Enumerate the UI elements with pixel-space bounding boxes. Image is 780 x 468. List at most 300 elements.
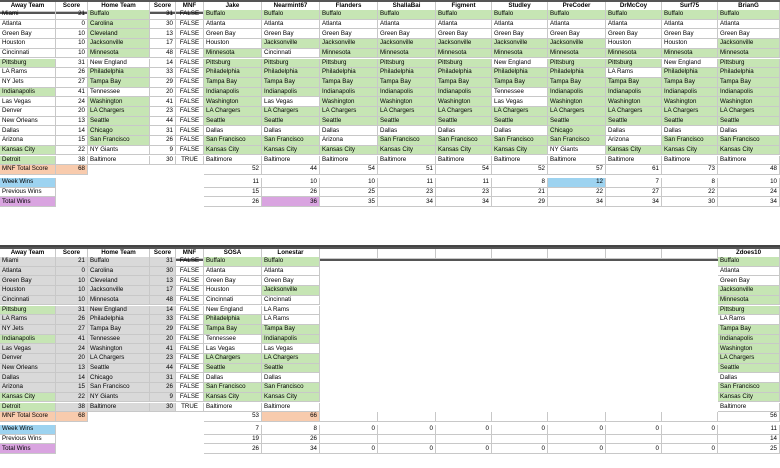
away-score-cell[interactable]: 10 xyxy=(56,29,88,39)
pick-cell[interactable]: Kansas City xyxy=(378,146,436,156)
pick-cell[interactable]: Seattle xyxy=(262,117,320,127)
column-header[interactable]: MNF xyxy=(176,249,204,259)
mnf-cell[interactable]: FALSE xyxy=(176,315,204,325)
previous-wins-cell[interactable]: 24 xyxy=(718,188,780,198)
previous-wins-cell[interactable]: 27 xyxy=(606,188,662,198)
pick-cell[interactable]: Las Vegas xyxy=(204,344,262,354)
home-team-cell[interactable]: Carolina xyxy=(88,20,150,30)
home-team-cell[interactable]: LA Chargers xyxy=(88,354,150,364)
away-team-cell[interactable]: NY Jets xyxy=(0,78,56,88)
pick-cell[interactable]: Green Bay xyxy=(548,29,606,39)
mnf-cell[interactable]: FALSE xyxy=(176,97,204,107)
pick-cell[interactable]: San Francisco xyxy=(378,136,436,146)
pick-cell[interactable]: Kansas City xyxy=(436,146,492,156)
week-wins-cell[interactable]: 10 xyxy=(262,178,320,188)
pick-cell[interactable]: LA Rams xyxy=(262,315,320,325)
pick-cell[interactable]: Minnesota xyxy=(606,49,662,59)
pick-cell[interactable]: Atlanta xyxy=(606,20,662,30)
mnf-guess-cell[interactable] xyxy=(320,412,378,422)
pick-cell[interactable]: Dallas xyxy=(436,126,492,136)
pick-cell[interactable]: Buffalo xyxy=(718,10,780,20)
column-header[interactable]: Figment xyxy=(436,2,492,12)
home-team-cell[interactable]: Baltimore xyxy=(88,156,150,166)
pick-cell[interactable]: Green Bay xyxy=(262,276,320,286)
mnf-guess-cell[interactable]: 52 xyxy=(204,165,262,175)
pick-cell[interactable]: Pittsburg xyxy=(436,59,492,69)
pick-cell[interactable]: Indianapolis xyxy=(548,88,606,98)
pick-cell[interactable]: Minnesota xyxy=(204,49,262,59)
pick-cell[interactable]: Green Bay xyxy=(320,29,378,39)
away-score-cell[interactable]: 13 xyxy=(56,117,88,127)
pick-cell[interactable]: San Francisco xyxy=(548,136,606,146)
pick-cell[interactable]: LA Chargers xyxy=(492,107,548,117)
away-score-cell[interactable]: 31 xyxy=(56,59,88,69)
away-score-cell[interactable]: 26 xyxy=(56,68,88,78)
home-score-cell[interactable]: 33 xyxy=(150,68,176,78)
pick-cell[interactable]: Washington xyxy=(718,97,780,107)
pick-cell[interactable]: Philadelphia xyxy=(718,68,780,78)
week-wins-cell[interactable]: 11 xyxy=(378,178,436,188)
away-team-cell[interactable]: Houston xyxy=(0,286,56,296)
column-header[interactable]: SOSA xyxy=(204,249,262,259)
previous-wins-cell[interactable]: 26 xyxy=(262,188,320,198)
pick-cell[interactable]: Dallas xyxy=(320,126,378,136)
pick-cell[interactable]: Philadelphia xyxy=(548,68,606,78)
mnf-cell[interactable]: FALSE xyxy=(176,344,204,354)
away-team-cell[interactable]: Las Vegas xyxy=(0,97,56,107)
pick-cell[interactable]: Kansas City xyxy=(718,393,780,403)
pick-cell[interactable]: Kansas City xyxy=(262,146,320,156)
pick-cell[interactable]: Houston xyxy=(204,286,262,296)
week-wins-cell[interactable]: 0 xyxy=(662,425,718,435)
pick-cell[interactable]: Pittsburg xyxy=(548,59,606,69)
pick-cell[interactable]: Las Vegas xyxy=(262,97,320,107)
mnf-guess-cell[interactable]: 44 xyxy=(262,165,320,175)
pick-cell[interactable]: LA Chargers xyxy=(378,107,436,117)
pick-cell[interactable]: Tampa Bay xyxy=(492,78,548,88)
previous-wins-cell[interactable]: 23 xyxy=(378,188,436,198)
mnf-guess-cell[interactable]: 54 xyxy=(436,165,492,175)
mnf-guess-cell[interactable]: 61 xyxy=(606,165,662,175)
pick-cell[interactable]: Jacksonville xyxy=(320,39,378,49)
total-wins-cell[interactable]: 26 xyxy=(204,197,262,207)
mnf-total-value[interactable]: 68 xyxy=(56,412,88,422)
home-team-cell[interactable]: Minnesota xyxy=(88,296,150,306)
pick-cell[interactable]: Arizona xyxy=(606,136,662,146)
away-team-cell[interactable]: Arizona xyxy=(0,136,56,146)
home-team-cell[interactable]: Philadelphia xyxy=(88,68,150,78)
pick-cell[interactable]: Seattle xyxy=(204,117,262,127)
pick-cell[interactable]: Green Bay xyxy=(262,29,320,39)
total-wins-cell[interactable]: 34 xyxy=(378,197,436,207)
away-score-cell[interactable]: 21 xyxy=(56,10,88,20)
pick-cell[interactable]: Seattle xyxy=(606,117,662,127)
column-header[interactable]: Lonestar xyxy=(262,249,320,259)
away-score-cell[interactable]: 22 xyxy=(56,146,88,156)
pick-cell[interactable]: Baltimore xyxy=(262,403,320,413)
pick-cell[interactable]: Buffalo xyxy=(320,10,378,20)
pick-cell[interactable]: Dallas xyxy=(204,373,262,383)
home-team-cell[interactable]: Chicago xyxy=(88,126,150,136)
pick-cell[interactable]: Atlanta xyxy=(662,20,718,30)
mnf-cell[interactable]: FALSE xyxy=(176,78,204,88)
home-score-cell[interactable]: 30 xyxy=(150,20,176,30)
home-team-cell[interactable]: San Francisco xyxy=(88,136,150,146)
pick-cell[interactable]: Pittsburg xyxy=(606,59,662,69)
mnf-guess-cell[interactable] xyxy=(492,412,548,422)
week-wins-cell[interactable]: 0 xyxy=(320,425,378,435)
pick-cell[interactable]: Tampa Bay xyxy=(436,78,492,88)
pick-cell[interactable]: Chicago xyxy=(548,126,606,136)
pick-cell[interactable]: Jacksonville xyxy=(262,39,320,49)
away-score-cell[interactable]: 14 xyxy=(56,126,88,136)
pick-cell[interactable]: Philadelphia xyxy=(378,68,436,78)
pick-cell[interactable]: Tampa Bay xyxy=(662,78,718,88)
mnf-cell[interactable]: FALSE xyxy=(176,59,204,69)
pick-cell[interactable]: Kansas City xyxy=(606,146,662,156)
pick-cell[interactable]: Buffalo xyxy=(606,10,662,20)
pick-cell[interactable]: Cincinnati xyxy=(204,296,262,306)
pick-cell[interactable]: San Francisco xyxy=(662,136,718,146)
pick-cell[interactable]: Indianapolis xyxy=(320,88,378,98)
previous-wins-cell[interactable] xyxy=(662,435,718,445)
pick-cell[interactable]: Dallas xyxy=(378,126,436,136)
pick-cell[interactable]: Tampa Bay xyxy=(320,78,378,88)
pick-cell[interactable]: Seattle xyxy=(662,117,718,127)
mnf-guess-cell[interactable] xyxy=(662,412,718,422)
column-header[interactable]: Jake xyxy=(204,2,262,12)
pick-cell[interactable]: Tampa Bay xyxy=(204,325,262,335)
week-wins-cell[interactable]: 7 xyxy=(204,425,262,435)
column-header[interactable]: DrMcCoy xyxy=(606,2,662,12)
away-score-cell[interactable]: 10 xyxy=(56,296,88,306)
away-score-cell[interactable]: 21 xyxy=(56,257,88,267)
away-team-cell[interactable]: Pittsburg xyxy=(0,59,56,69)
pick-cell[interactable]: LA Rams xyxy=(718,315,780,325)
away-team-cell[interactable]: Green Bay xyxy=(0,276,56,286)
home-score-cell[interactable]: 13 xyxy=(150,276,176,286)
column-header[interactable]: Nearmint67 xyxy=(262,2,320,12)
mnf-cell[interactable]: FALSE xyxy=(176,335,204,345)
pick-cell[interactable]: Minnesota xyxy=(436,49,492,59)
mnf-cell[interactable]: FALSE xyxy=(176,39,204,49)
pick-cell[interactable]: Houston xyxy=(606,39,662,49)
pick-cell[interactable]: Minnesota xyxy=(492,49,548,59)
away-score-cell[interactable]: 0 xyxy=(56,20,88,30)
pick-cell[interactable]: Seattle xyxy=(492,117,548,127)
home-team-cell[interactable]: Philadelphia xyxy=(88,315,150,325)
pick-cell[interactable]: Baltimore xyxy=(662,156,718,166)
pick-cell[interactable]: San Francisco xyxy=(492,136,548,146)
pick-cell[interactable]: Cincinnati xyxy=(262,49,320,59)
pick-cell[interactable]: Minnesota xyxy=(718,296,780,306)
home-score-cell[interactable]: 14 xyxy=(150,59,176,69)
mnf-cell[interactable]: FALSE xyxy=(176,49,204,59)
mnf-cell[interactable]: FALSE xyxy=(176,354,204,364)
pick-cell[interactable]: Buffalo xyxy=(378,10,436,20)
pick-cell[interactable]: LA Chargers xyxy=(662,107,718,117)
home-score-cell[interactable]: 31 xyxy=(150,10,176,20)
total-wins-cell[interactable]: 34 xyxy=(606,197,662,207)
pick-cell[interactable]: Dallas xyxy=(262,373,320,383)
mnf-cell[interactable]: FALSE xyxy=(176,126,204,136)
pick-cell[interactable]: Jacksonville xyxy=(378,39,436,49)
week-wins-cell[interactable]: 8 xyxy=(662,178,718,188)
mnf-cell[interactable]: FALSE xyxy=(176,136,204,146)
home-score-cell[interactable]: 48 xyxy=(150,296,176,306)
pick-cell[interactable]: Dallas xyxy=(606,126,662,136)
mnf-guess-cell[interactable] xyxy=(378,412,436,422)
away-team-cell[interactable]: Cincinnati xyxy=(0,296,56,306)
pick-cell[interactable]: Buffalo xyxy=(548,10,606,20)
home-score-cell[interactable]: 31 xyxy=(150,373,176,383)
pick-cell[interactable]: San Francisco xyxy=(262,383,320,393)
away-score-cell[interactable]: 10 xyxy=(56,39,88,49)
mnf-guess-cell[interactable]: 53 xyxy=(204,412,262,422)
pick-cell[interactable]: Pittsburg xyxy=(378,59,436,69)
home-score-cell[interactable]: 23 xyxy=(150,354,176,364)
pick-cell[interactable]: Tampa Bay xyxy=(204,78,262,88)
pick-cell[interactable]: Philadelphia xyxy=(320,68,378,78)
home-score-cell[interactable]: 30 xyxy=(150,403,176,413)
pick-cell[interactable]: LA Chargers xyxy=(718,107,780,117)
week-wins-cell[interactable]: 10 xyxy=(718,178,780,188)
away-team-cell[interactable]: Dallas xyxy=(0,126,56,136)
column-header[interactable]: Score xyxy=(150,249,176,259)
pick-cell[interactable]: Green Bay xyxy=(436,29,492,39)
pick-cell[interactable]: Tampa Bay xyxy=(262,78,320,88)
mnf-cell[interactable]: FALSE xyxy=(176,373,204,383)
away-team-cell[interactable]: New Orleans xyxy=(0,364,56,374)
mnf-guess-cell[interactable]: 48 xyxy=(718,165,780,175)
home-score-cell[interactable]: 14 xyxy=(150,306,176,316)
previous-wins-cell[interactable]: 22 xyxy=(548,188,606,198)
total-wins-cell[interactable]: 34 xyxy=(262,444,320,454)
home-score-cell[interactable]: 17 xyxy=(150,39,176,49)
pick-cell[interactable]: LA Rams xyxy=(606,68,662,78)
home-team-cell[interactable]: Carolina xyxy=(88,267,150,277)
column-header[interactable]: ShallaBai xyxy=(378,2,436,12)
pick-cell[interactable]: Jacksonville xyxy=(718,286,780,296)
pick-cell[interactable]: Philadelphia xyxy=(204,315,262,325)
home-team-cell[interactable]: Jacksonville xyxy=(88,286,150,296)
previous-wins-cell[interactable] xyxy=(436,435,492,445)
pick-cell[interactable]: Dallas xyxy=(718,126,780,136)
total-wins-cell[interactable]: 36 xyxy=(262,197,320,207)
home-team-cell[interactable]: Cleveland xyxy=(88,29,150,39)
pick-cell[interactable]: Pittsburg xyxy=(320,59,378,69)
away-team-cell[interactable]: Green Bay xyxy=(0,29,56,39)
mnf-cell[interactable]: FALSE xyxy=(176,88,204,98)
week-wins-cell[interactable]: 0 xyxy=(436,425,492,435)
away-score-cell[interactable]: 24 xyxy=(56,97,88,107)
home-score-cell[interactable]: 33 xyxy=(150,315,176,325)
pick-cell[interactable]: LA Chargers xyxy=(204,107,262,117)
previous-wins-cell[interactable]: 15 xyxy=(204,188,262,198)
home-team-cell[interactable]: Washington xyxy=(88,344,150,354)
pick-cell[interactable]: Minnesota xyxy=(718,49,780,59)
pick-cell[interactable]: Seattle xyxy=(320,117,378,127)
home-team-cell[interactable]: Tennessee xyxy=(88,88,150,98)
pick-cell[interactable]: Washington xyxy=(548,97,606,107)
mnf-cell[interactable]: FALSE xyxy=(176,146,204,156)
pick-cell[interactable]: Buffalo xyxy=(204,257,262,267)
total-wins-cell[interactable]: 0 xyxy=(548,444,606,454)
column-header[interactable]: Score xyxy=(56,2,88,12)
pick-cell[interactable]: Baltimore xyxy=(378,156,436,166)
pick-cell[interactable]: Kansas City xyxy=(662,146,718,156)
away-team-cell[interactable]: Indianapolis xyxy=(0,88,56,98)
pick-cell[interactable]: Green Bay xyxy=(492,29,548,39)
column-header[interactable]: Away Team xyxy=(0,249,56,259)
home-team-cell[interactable]: Cleveland xyxy=(88,276,150,286)
total-wins-cell[interactable]: 26 xyxy=(204,444,262,454)
home-score-cell[interactable]: 44 xyxy=(150,364,176,374)
pick-cell[interactable]: New England xyxy=(204,306,262,316)
mnf-total-value[interactable]: 68 xyxy=(56,165,88,175)
column-header[interactable]: BrianG xyxy=(718,2,780,12)
home-score-cell[interactable]: 31 xyxy=(150,126,176,136)
home-team-cell[interactable]: Chicago xyxy=(88,373,150,383)
away-team-cell[interactable]: Kansas City xyxy=(0,146,56,156)
week-wins-cell[interactable]: 8 xyxy=(262,425,320,435)
home-score-cell[interactable]: 9 xyxy=(150,146,176,156)
home-team-cell[interactable]: Washington xyxy=(88,97,150,107)
mnf-cell[interactable]: FALSE xyxy=(176,325,204,335)
mnf-cell[interactable]: FALSE xyxy=(176,393,204,403)
pick-cell[interactable]: NY Giants xyxy=(548,146,606,156)
pick-cell[interactable]: Dallas xyxy=(204,126,262,136)
pick-cell[interactable]: Seattle xyxy=(262,364,320,374)
pick-cell[interactable]: Buffalo xyxy=(436,10,492,20)
pick-cell[interactable]: Seattle xyxy=(548,117,606,127)
mnf-cell[interactable]: FALSE xyxy=(176,276,204,286)
pick-cell[interactable]: Buffalo xyxy=(492,10,548,20)
away-score-cell[interactable]: 20 xyxy=(56,107,88,117)
pick-cell[interactable]: Indianapolis xyxy=(262,88,320,98)
away-score-cell[interactable]: 10 xyxy=(56,286,88,296)
mnf-guess-cell[interactable]: 57 xyxy=(548,165,606,175)
pick-cell[interactable]: LA Rams xyxy=(262,306,320,316)
home-score-cell[interactable]: 41 xyxy=(150,97,176,107)
column-header[interactable]: Flanders xyxy=(320,2,378,12)
total-wins-cell[interactable]: 29 xyxy=(492,197,548,207)
previous-wins-cell[interactable] xyxy=(320,435,378,445)
home-score-cell[interactable]: 20 xyxy=(150,88,176,98)
pick-cell[interactable]: Baltimore xyxy=(718,403,780,413)
column-header[interactable]: Zdoes10 xyxy=(718,249,780,259)
pick-cell[interactable]: San Francisco xyxy=(262,136,320,146)
mnf-guess-cell[interactable] xyxy=(548,412,606,422)
pick-cell[interactable]: Baltimore xyxy=(718,156,780,166)
away-team-cell[interactable]: Las Vegas xyxy=(0,344,56,354)
pick-cell[interactable]: Green Bay xyxy=(204,29,262,39)
pick-cell[interactable]: Indianapolis xyxy=(436,88,492,98)
column-header[interactable]: Score xyxy=(56,249,88,259)
home-team-cell[interactable]: New England xyxy=(88,59,150,69)
pick-cell[interactable]: Indianapolis xyxy=(262,335,320,345)
home-score-cell[interactable]: 30 xyxy=(150,156,176,166)
home-score-cell[interactable]: 48 xyxy=(150,49,176,59)
away-score-cell[interactable]: 10 xyxy=(56,49,88,59)
away-team-cell[interactable]: Atlanta xyxy=(0,267,56,277)
week-wins-cell[interactable]: 0 xyxy=(606,425,662,435)
home-team-cell[interactable]: San Francisco xyxy=(88,383,150,393)
total-wins-cell[interactable]: 34 xyxy=(436,197,492,207)
home-team-cell[interactable]: Buffalo xyxy=(88,10,150,20)
away-team-cell[interactable]: NY Jets xyxy=(0,325,56,335)
week-wins-cell[interactable]: 10 xyxy=(320,178,378,188)
pick-cell[interactable]: Tampa Bay xyxy=(718,325,780,335)
pick-cell[interactable]: Jacksonville xyxy=(492,39,548,49)
pick-cell[interactable]: Atlanta xyxy=(204,267,262,277)
column-header[interactable]: Surf75 xyxy=(662,2,718,12)
pick-cell[interactable]: New England xyxy=(662,59,718,69)
pick-cell[interactable]: Washington xyxy=(606,97,662,107)
home-team-cell[interactable]: NY Giants xyxy=(88,146,150,156)
mnf-cell[interactable]: FALSE xyxy=(176,286,204,296)
pick-cell[interactable]: Pittsburg xyxy=(204,59,262,69)
mnf-cell[interactable]: FALSE xyxy=(176,117,204,127)
away-team-cell[interactable]: Miami xyxy=(0,10,56,20)
home-team-cell[interactable]: Seattle xyxy=(88,364,150,374)
total-wins-cell[interactable]: 30 xyxy=(662,197,718,207)
column-header[interactable]: Score xyxy=(150,2,176,12)
mnf-guess-cell[interactable]: 51 xyxy=(378,165,436,175)
pick-cell[interactable]: Cincinnati xyxy=(262,296,320,306)
pick-cell[interactable]: Buffalo xyxy=(262,257,320,267)
pick-cell[interactable]: LA Chargers xyxy=(262,354,320,364)
away-team-cell[interactable]: Detroit xyxy=(0,156,56,166)
away-score-cell[interactable]: 41 xyxy=(56,88,88,98)
home-score-cell[interactable]: 23 xyxy=(150,107,176,117)
pick-cell[interactable]: Pittsburg xyxy=(718,306,780,316)
pick-cell[interactable]: Tampa Bay xyxy=(262,325,320,335)
total-wins-cell[interactable]: 34 xyxy=(548,197,606,207)
week-wins-cell[interactable]: 11 xyxy=(436,178,492,188)
column-header[interactable]: Studley xyxy=(492,2,548,12)
away-team-cell[interactable]: Indianapolis xyxy=(0,335,56,345)
mnf-guess-cell[interactable]: 73 xyxy=(662,165,718,175)
away-team-cell[interactable]: LA Rams xyxy=(0,315,56,325)
pick-cell[interactable]: Tampa Bay xyxy=(606,78,662,88)
mnf-cell[interactable]: FALSE xyxy=(176,306,204,316)
pick-cell[interactable]: Dallas xyxy=(662,126,718,136)
pick-cell[interactable]: LA Chargers xyxy=(436,107,492,117)
away-score-cell[interactable]: 41 xyxy=(56,335,88,345)
away-team-cell[interactable]: Pittsburg xyxy=(0,306,56,316)
pick-cell[interactable]: Buffalo xyxy=(718,257,780,267)
pick-cell[interactable]: Jacksonville xyxy=(436,39,492,49)
week-wins-cell[interactable]: 11 xyxy=(204,178,262,188)
pick-cell[interactable]: Atlanta xyxy=(718,20,780,30)
previous-wins-cell[interactable]: 25 xyxy=(320,188,378,198)
total-wins-cell[interactable]: 0 xyxy=(492,444,548,454)
pick-cell[interactable]: Atlanta xyxy=(262,20,320,30)
away-score-cell[interactable]: 14 xyxy=(56,373,88,383)
home-team-cell[interactable]: Tennessee xyxy=(88,335,150,345)
away-team-cell[interactable]: Arizona xyxy=(0,383,56,393)
away-team-cell[interactable]: Dallas xyxy=(0,373,56,383)
home-score-cell[interactable]: 31 xyxy=(150,257,176,267)
pick-cell[interactable]: Indianapolis xyxy=(204,88,262,98)
pick-cell[interactable]: San Francisco xyxy=(718,136,780,146)
column-header[interactable]: Home Team xyxy=(88,249,150,259)
pick-cell[interactable]: Seattle xyxy=(204,364,262,374)
away-score-cell[interactable]: 27 xyxy=(56,78,88,88)
home-team-cell[interactable]: Jacksonville xyxy=(88,39,150,49)
home-team-cell[interactable]: Buffalo xyxy=(88,257,150,267)
